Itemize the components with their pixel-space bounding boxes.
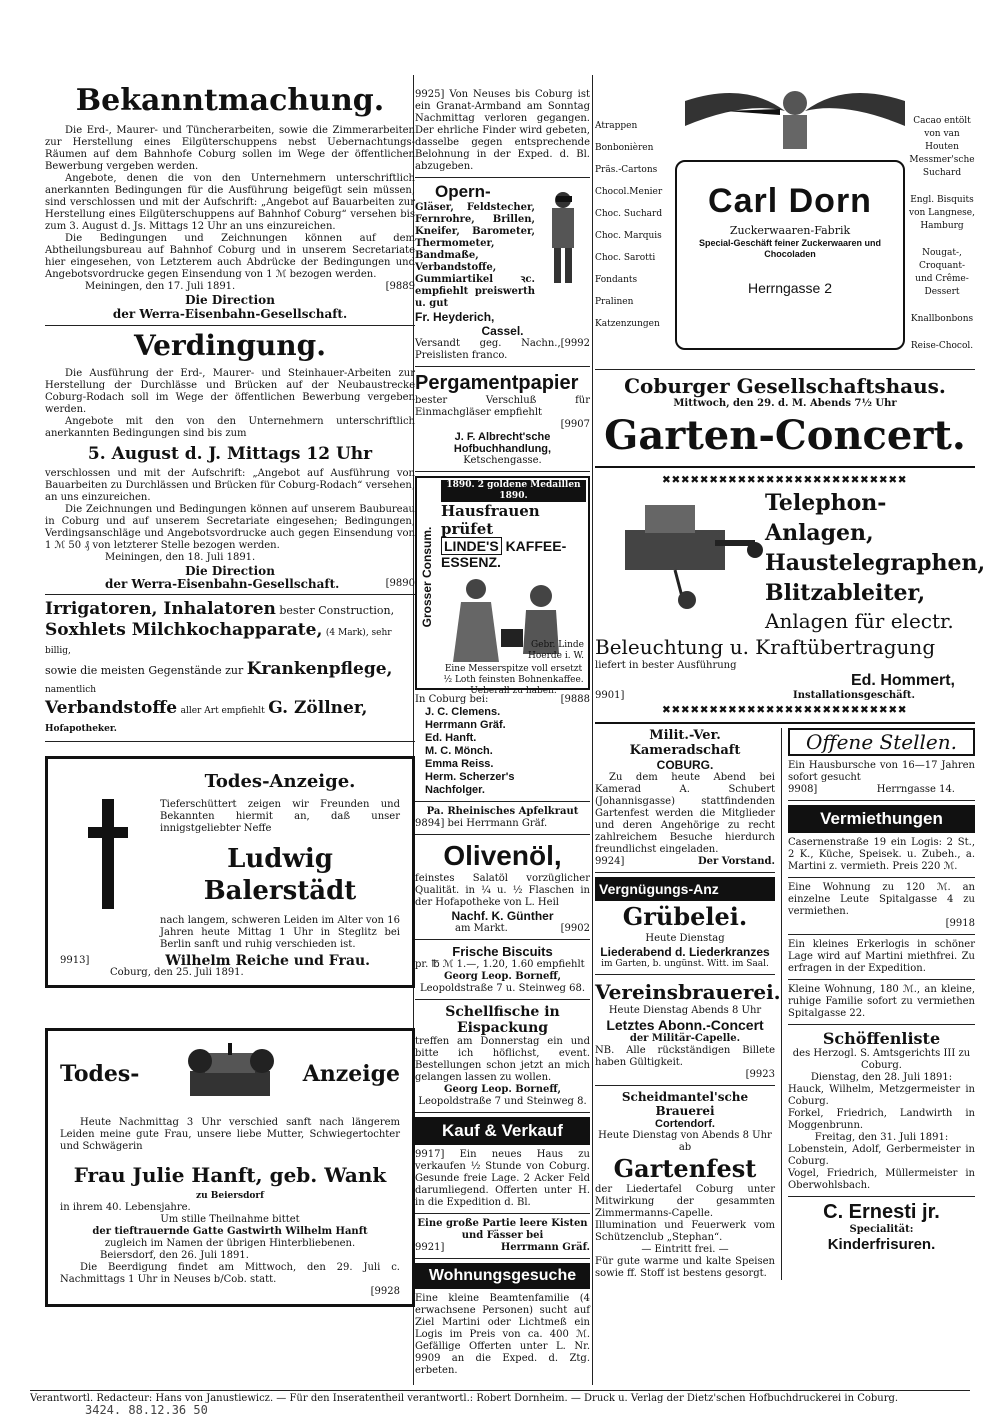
list-item: M. C. Mönch. xyxy=(425,745,493,757)
ad-title: Verdingung. xyxy=(134,329,326,362)
ad-date: Beiersdorf, den 26. Juli 1891. xyxy=(100,1250,249,1261)
ad-text: der tieftrauernde Gatte Gastwirth Wilhelm Hanft xyxy=(92,1226,368,1237)
list-item: Nougat-, Croquant- und Crême-Dessert xyxy=(915,248,969,297)
ad-footer xyxy=(415,1242,590,1254)
ad-text: Cortendorf. xyxy=(655,1118,715,1130)
ad-text: Hofapotheker. xyxy=(45,724,117,734)
ad-carl-dorn xyxy=(595,75,975,365)
ad-text: Heute Dienstag xyxy=(645,933,725,944)
ad-number: 9921] xyxy=(415,1242,445,1253)
ad-number: [9888 xyxy=(560,694,590,705)
people-image xyxy=(441,574,586,664)
divider xyxy=(788,877,975,878)
ad-date: Meiningen, den 17. Juli 1891. xyxy=(85,281,236,292)
ad-text: Die Beerdigung findet am Mittwoch, den 29. Juli c. Nachmittags 1 Uhr in Neuses b/Cob. statt. xyxy=(60,1262,400,1285)
ad-text: bester Construction, xyxy=(279,604,395,617)
list-item: Forkel, Friedrich, Landwirth in Moggenbrunn. xyxy=(787,1108,975,1131)
ad-text: sowie die meisten Gegenstände zur xyxy=(45,664,244,677)
ad-text: Die Ausführung der Erd-, Maurer- und Steinhauer-Arbeiten zur Herstellung der Durchlässe und Brücken auf der Neubaustrecke Coburg-Rodach soll im Wege der öffentlichen Bewerbung vergeben werden. xyxy=(45,368,415,415)
ad-brand-line xyxy=(441,538,586,570)
ad-firm: J. F. Albrecht'sche Hofbuchhandlung, xyxy=(453,431,552,455)
ad-heading: Opern- xyxy=(435,182,491,201)
ad-text: Leopoldstraße 7 und Steinweg 8. xyxy=(418,1096,587,1107)
ad-text: der Militär-Capelle. xyxy=(629,1033,741,1044)
divider xyxy=(788,979,975,980)
ad-text: nach langem, schweren Leiden im Alter von 16 Jahren heute Mittag 1 Uhr in Steglitz bei Berlin sanft und ruhig verschieden ist. xyxy=(160,915,400,950)
deceased-name: Frau Julie Hanft, geb. Wank xyxy=(73,1163,387,1187)
angel-icon xyxy=(685,81,905,151)
ad-number: [9902 xyxy=(560,923,590,934)
ad-text: verschlossen und mit der Aufschrift: „Angebot auf Ausführung von Bauarbeiten zu Durchlässen und Brücken für Coburg-Rodach“ versehen, an uns einzureichen. xyxy=(45,468,415,503)
ad-gruebelei xyxy=(595,901,775,970)
ad-heading: Anlagen für electr. xyxy=(765,609,954,633)
list-item: Katzenzungen xyxy=(595,319,660,329)
ad-signature: Der Vorstand. xyxy=(697,856,775,867)
ad-text: Ein kleines Erkerlogis in schöner Lage wird auf Martini miethfrei. Zu erfragen in der Expedition. xyxy=(787,939,975,974)
ad-heyderich xyxy=(415,182,590,362)
column-right xyxy=(595,75,986,1280)
decorative-border: ✖✖✖✖✖✖✖✖✖✖✖✖✖✖✖✖✖✖✖✖✖✖✖✖✖✖ xyxy=(662,702,908,718)
divider xyxy=(595,872,775,873)
ad-signature-line xyxy=(60,955,400,967)
ad-text: Special-Geschäft feiner Zuckerwaaren und Chocoladen xyxy=(698,238,882,259)
ad-heading: Hausfrauen prüfet xyxy=(441,502,540,538)
divider xyxy=(415,801,590,802)
person-with-binoculars-icon xyxy=(538,188,588,288)
ad-text: Gläser, Feldstecher, Fernrohre, Brillen, Kneifer, Barometer, Thermometer, Bandmaße, Verbandstoffe, Gummiartikel ꝛc. empfiehlt preiswerth u. gut xyxy=(415,202,535,309)
ad-text: am Markt. xyxy=(455,923,508,934)
section-banner: Vermiethungen xyxy=(788,805,975,833)
divider xyxy=(415,999,590,1000)
ad-text: — Eintritt frei. — xyxy=(641,1244,729,1255)
ad-heading: Grübelei. xyxy=(622,902,748,931)
list-item: Pralinen xyxy=(595,297,634,307)
ad-text: Ein Hausbursche von 16—17 Jahren sofort gesucht xyxy=(787,760,975,783)
ad-big-title: Garten-Concert. xyxy=(604,412,966,459)
ad-date: Coburg, den 25. Juli 1891. xyxy=(110,967,244,978)
ad-heading: Krankenpflege, xyxy=(246,659,393,679)
dorn-right-list xyxy=(909,115,975,353)
ad-text: COBURG. xyxy=(656,758,714,772)
list-item: Choc. Marquis xyxy=(595,231,662,241)
list-item: Herrmann Gräf. xyxy=(425,719,506,731)
list-item: J. C. Clemens. xyxy=(425,706,501,718)
ad-text: Um stille Theilnahme bittet xyxy=(160,1214,300,1225)
ad-schoeffenliste xyxy=(788,1029,975,1192)
ad-biscuits xyxy=(415,944,590,995)
ad-text: 9917] Ein neues Haus zu verkaufen ½ Stunde von Coburg. Gesunde freie Lage. 2 Acker Feld darumliegend. Offerten unter H. in die Expedition d. Bl. xyxy=(415,1149,590,1208)
ad-firm: G. Zöllner, xyxy=(268,698,368,718)
ad-signature: der Werra-Eisenbahn-Gesellschaft. xyxy=(112,307,348,321)
ad-signature: Die Direction xyxy=(185,564,275,578)
divider xyxy=(415,177,590,178)
ad-text: Heute Dienstag Abends 8 Uhr xyxy=(608,1005,762,1016)
ad-kauf-verkauf xyxy=(415,1117,590,1254)
ad-text: In Coburg bei: xyxy=(415,694,489,705)
ad-text: NB. Alle rückständigen Billete haben Gültigkeit. xyxy=(595,1045,775,1068)
ad-vermiethungen xyxy=(788,805,975,1020)
ad-heading: Telephon-Anlagen, xyxy=(765,490,887,546)
ad-vereinsbrauerei xyxy=(595,979,781,1081)
ad-address: Herrngasse 2 xyxy=(747,280,833,296)
ad-signature: der Werra-Eisenbahn-Gesellschaft. xyxy=(105,577,340,591)
handwritten-note: 3424. 88.12.36 50 xyxy=(85,1403,208,1417)
list-item: Nachfolger. xyxy=(425,784,485,796)
list-item: Cacao entölt von van Houten Messmer'sche Suchard xyxy=(909,116,975,178)
ad-text: der Liedertafel Coburg unter Mitwirkung der gesammten Zimmermanns-Capelle. Illumination und Feuerwerk vom Schützenclub „Stephan“. xyxy=(595,1184,775,1243)
divider xyxy=(415,1213,590,1214)
list-item: Engl. Bisquits von Langnese, Hamburg xyxy=(909,195,975,231)
firm-name: Carl Dorn xyxy=(708,182,872,220)
divider xyxy=(595,974,775,975)
ad-number: [9923 xyxy=(745,1069,775,1080)
divider xyxy=(415,471,590,472)
section-banner: Vergnügungs-Anz xyxy=(595,877,775,901)
ad-text: Heute Dienstag von Abends 8 Uhr ab xyxy=(598,1130,772,1153)
ad-linde-sellers xyxy=(415,694,590,797)
ad-text: Liederabend d. Liederkranzes xyxy=(600,945,770,959)
ad-number: 9901] xyxy=(595,690,625,701)
ad-text: Die Erd-, Maurer- und Tüncherarbeiten, sowie die Zimmerarbeiten zur Herstellung eines Eilgüterschuppens nebst Uebernachtungs-Räumen auf dem Bahnhofe Coburg sollen im Wege der öffentlichen Bewerbung vergeben werden. xyxy=(45,125,415,172)
ad-text: liefert in bester Ausführung xyxy=(595,660,737,671)
ad-number: 9913] xyxy=(60,955,90,966)
divider xyxy=(45,741,415,742)
list-item: Vogel, Friedrich, Müllermeister in Oberwohlsbach. xyxy=(787,1168,975,1191)
divider xyxy=(595,369,975,370)
ad-scheidmantel xyxy=(595,1090,775,1280)
ad-heading: Schellfische in Eispackung xyxy=(445,1004,560,1036)
ad-text: bester Verschluß für Einmachgläser empfiehlt xyxy=(415,395,590,418)
ad-heading: Pergamentpapier xyxy=(415,372,579,394)
ad-text: zugleich im Namen der übrigen Hinterbliebenen. xyxy=(104,1238,356,1249)
ad-side-label: Grosser Consum. xyxy=(420,526,434,628)
ad-firm: Georg Leop. Borneff, xyxy=(443,971,562,982)
list-item: Präs.-Cartons xyxy=(595,165,658,175)
section-banner: Wohnungsgesuche xyxy=(415,1263,590,1289)
ad-text: Mittwoch, den 29. d. M. Abends 7½ Uhr xyxy=(673,398,897,409)
ad-text: pr. ℔ ℳ 1.—, 1.20, 1.60 empfiehlt xyxy=(415,959,585,970)
ad-text: des Herzogl. S. Amtsgerichts III zu Coburg. xyxy=(792,1048,971,1071)
ad-apfelkraut xyxy=(415,806,590,830)
ad-text: Eine kleine Beamtenfamilie (4 erwachsene Personen) sucht auf Ziel Martini oder Lichtmeß ein Logis im Preis von ca. 400 ℳ. Gefällige Offerten unter L. Nr. 9909 an die Exped. d. Ztg. erbeten. xyxy=(415,1293,590,1376)
ad-text: Angebote, denen die von den Unternehmern unterschriftlich anerkannten Bedingungen für die Ausführung beigefügt sein müssen, sind verschlossen und mit der Aufschrift: „Angebot auf Bauarbeiten zur Herstellung eines Eilgüterschuppens auf Bahnhof Coburg“ versehen bis zum 3. August d. Js. Mittags 12 Uhr an uns einzureichen. xyxy=(45,173,415,232)
ad-text: Die Zeichnungen und Bedingungen können auf unserem Baubureau in Coburg und auf unserem Secretariate eingesehen; Bedingungen, Verdingsanschläge und Angebotsvordrucke auch gegen Einsendung von 1 ℳ 50 ₰ von letzterer Stelle bezogen werden. xyxy=(45,504,415,551)
ad-dateline xyxy=(45,281,415,293)
ad-date: Dienstag, den 28. Juli 1891: xyxy=(810,1072,953,1083)
ad-text: Ketschengasse. xyxy=(463,455,542,466)
list-item: Choc. Sarotti xyxy=(595,253,656,263)
seller-list xyxy=(415,706,590,797)
dorn-left-list xyxy=(595,115,665,335)
ad-date: Meiningen, den 18. Juli 1891. xyxy=(105,552,256,563)
ad-text: Casernenstraße 19 ein Logis: 2 St., 2 K., Küche, Speisek. u. Zubeh., a. Martini z. vermieth. Preis 220 ℳ. xyxy=(787,837,975,872)
grave-image xyxy=(170,1041,290,1101)
ad-heading: Blitzableiter, xyxy=(765,580,926,606)
subcolumn-a xyxy=(595,728,781,1280)
column-rule xyxy=(592,75,593,1385)
ad-number: [9907 xyxy=(560,419,590,430)
ad-todesanzeige-2 xyxy=(45,1028,415,1307)
ad-todesanzeige-1 xyxy=(45,756,415,988)
ad-title: Anzeige xyxy=(302,1061,400,1087)
list-item: Atrappen xyxy=(595,121,638,131)
angel-trumpet-image xyxy=(685,81,905,151)
telephone-icon xyxy=(605,500,765,610)
ad-text: 1890. 2 goldene Medaillen 1890. xyxy=(441,480,586,502)
ad-signature-line xyxy=(45,578,415,590)
ad-footer xyxy=(595,856,775,868)
ad-text: Tieferschüttert zeigen wir Freunden und Bekannten hiermit an, daß unser innigstgeliebter Neffe xyxy=(160,799,400,834)
ad-olivenoel xyxy=(415,839,590,935)
ad-telephon xyxy=(595,472,986,718)
ad-number: 9908] xyxy=(787,784,818,795)
ad-firm: Ed. Hommert, xyxy=(850,672,955,689)
deceased-name: Ludwig Balerstädt xyxy=(203,844,357,906)
list-item: Lobenstein, Adolf, Gerbermeister in Coburg. xyxy=(787,1144,975,1167)
divider xyxy=(415,1112,590,1113)
ad-heading: Offene Stellen. xyxy=(788,728,975,756)
ad-text: Installationsgeschäft. xyxy=(793,690,915,701)
firm-name: C. Ernesti jr. xyxy=(823,1201,940,1223)
ad-number: 9924] xyxy=(595,856,625,867)
divider xyxy=(45,594,415,595)
divider xyxy=(595,722,975,724)
ad-offene-stellen xyxy=(788,728,975,796)
ad-number: [9890 xyxy=(385,578,415,589)
ad-text: Die Bedingungen und Zeichnungen können auf dem Abtheilungsbureau auf Bahnhof Coburg und in unserem Secretariate hier eingesehen, von Letzterem auch Abdrücke der Bedingungen und Angebotsvordrucke gegen Einsendung von 1 ℳ bezogen werden. xyxy=(45,233,415,280)
ad-heading: Milit.-Ver. Kameradschaft xyxy=(629,728,741,758)
ad-text: Cassel. xyxy=(481,324,524,338)
ad-text: zu Beiersdorf xyxy=(196,1191,264,1201)
divider xyxy=(415,1258,590,1259)
ad-text: Kinderfrisuren. xyxy=(827,1236,936,1253)
ad-milit-verein xyxy=(595,728,775,868)
ad-big-title: Gartenfest xyxy=(613,1154,757,1183)
ad-text: Specialität: xyxy=(849,1224,914,1235)
list-item: Knallbonbons xyxy=(910,314,974,324)
ad-heading: Frische Biscuits xyxy=(452,944,553,959)
ad-signature: Die Direction xyxy=(185,293,275,307)
ad-address: Herrngasse 14. xyxy=(876,784,955,795)
ad-heading: Coburger Gesellschaftshaus. xyxy=(624,374,946,398)
ad-heading: KAFFEE-ESSENZ. xyxy=(441,538,567,570)
ad-text: in ihrem 40. Lebensjahre. xyxy=(60,1202,191,1213)
list-item: Herm. Scherzer's xyxy=(425,771,515,783)
ad-text: feinstes Salatöl vorzüglicher Qualität. in ¼ u. ½ Flaschen in der Hofapotheke von L. Heil xyxy=(415,873,590,908)
ad-heading: Soxhlets Milchkochapparate, xyxy=(45,620,323,640)
ad-heading: Scheidmantel'sche Brauerei xyxy=(621,1090,749,1118)
ad-text: Versandt geg. Nachn., Preislisten franco. xyxy=(415,338,561,361)
subcolumn-b xyxy=(788,728,975,1280)
ad-pergament xyxy=(415,371,590,467)
newspaper-page xyxy=(30,75,986,1385)
ad-title: Bekanntmachung. xyxy=(75,83,385,118)
column-left xyxy=(45,75,415,1307)
ad-title: Todes- xyxy=(60,1061,140,1087)
ad-footer xyxy=(595,690,975,702)
ad-number: [9889 xyxy=(385,281,415,292)
ad-heading: Verbandstoffe xyxy=(45,698,178,718)
ad-text: (4 Mark), sehr billig, xyxy=(45,628,392,656)
ad-heading: Irrigatoren, Inhalatoren xyxy=(45,599,276,619)
brand-name: LINDE'S xyxy=(441,537,502,555)
ad-signature: Wilhelm Reiche und Frau. xyxy=(165,953,370,969)
ad-title: Todes-Anzeige. xyxy=(204,771,356,792)
divider xyxy=(788,934,975,935)
divider xyxy=(415,939,590,940)
tomb-icon xyxy=(170,1041,290,1101)
list-item: Chocol.Menier xyxy=(595,187,663,197)
dorn-scroll xyxy=(675,160,905,350)
ad-date: Freitag, den 31. Juli 1891: xyxy=(814,1132,949,1143)
ad-text: Zuckerwaaren-Fabrik xyxy=(729,224,851,237)
column-middle xyxy=(415,75,590,1377)
ad-deadline: 5. August d. J. Mittags 12 Uhr xyxy=(87,444,373,464)
ad-text: Eine Wohnung zu 120 ℳ. an einzelne Leute Spitalgasse 4 zu vermiethen. xyxy=(787,882,975,917)
ad-heading: Schöffenliste xyxy=(822,1029,941,1048)
ad-text: Eine große Partie leere Kisten und Fässer bei xyxy=(417,1218,588,1241)
ad-footer xyxy=(415,338,590,362)
divider xyxy=(595,466,975,468)
list-item: Hauck, Wilhelm, Metzgermeister in Coburg. xyxy=(787,1084,975,1107)
ad-wohnungsgesuche xyxy=(415,1263,590,1377)
ad-text: Heute Nachmittag 3 Uhr verschied sanft nach längerem Leiden meine gute Frau, unsere liebe Mutter, Schwiegertochter und Schwägerin xyxy=(60,1117,400,1152)
ad-heading: Beleuchtung u. Kraftübertragung xyxy=(595,635,936,659)
ad-text: 9894] bei Herrmann Gräf. xyxy=(415,818,548,829)
list-item: Reise-Chocol. xyxy=(910,341,974,351)
divider xyxy=(788,1024,975,1025)
divider xyxy=(45,325,415,326)
ad-heading: Olivenöl, xyxy=(443,840,562,871)
ad-text: Leopoldstraße 7 u. Steinweg 68. xyxy=(420,983,585,994)
ad-text: im Garten, b. ungünst. Witt. im Saal. xyxy=(601,959,769,969)
ad-number: [9992 xyxy=(560,338,590,349)
divider xyxy=(415,366,590,367)
list-item: Bonbonièren xyxy=(595,143,654,153)
ad-bekanntmachung xyxy=(45,75,415,321)
ad-text: Eine Messerspitze voll ersetzt ½ Loth feinsten Bohnenkaffee. Ueberall zu haben. xyxy=(443,664,584,696)
ad-ernesti xyxy=(788,1201,975,1253)
ad-text: Gebr. Linde Hoerde i. W. xyxy=(528,640,584,661)
ad-number: [9928 xyxy=(370,1286,400,1297)
ad-text: aller Art empfiehlt xyxy=(180,706,265,716)
ad-heading: Vereinsbrauerei. xyxy=(595,980,781,1004)
ad-zoellner xyxy=(45,599,415,737)
list-item: Fondants xyxy=(595,275,638,285)
decorative-border: ✖✖✖✖✖✖✖✖✖✖✖✖✖✖✖✖✖✖✖✖✖✖✖✖✖✖ xyxy=(662,472,908,488)
right-subcolumns xyxy=(595,728,975,1280)
list-item: Ed. Hanft. xyxy=(425,732,477,744)
list-item: Choc. Suchard xyxy=(595,209,663,219)
imprint-footer: Verantwortl. Redacteur: Hans von Janustiewicz. — Für den Inseratentheil verantwortl.: Robert Dornheim. — Druck u. Verlag der Dietz'schen Hofbuchdruckerei in Coburg. xyxy=(30,1390,970,1404)
column-rule xyxy=(781,728,782,1280)
ad-firm: Georg Leop. Borneff, xyxy=(443,1084,562,1095)
ad-number: [9918 xyxy=(945,918,975,929)
ad-footer xyxy=(415,923,590,935)
ad-footer xyxy=(788,784,975,796)
cross-icon xyxy=(88,799,128,909)
ad-gesellschaftshaus xyxy=(595,374,975,462)
divider xyxy=(415,834,590,835)
ad-schellfische xyxy=(415,1004,590,1108)
divider xyxy=(788,800,975,801)
ad-firm: Fr. Heyderich, xyxy=(415,310,495,324)
ad-verdingung xyxy=(45,330,415,590)
telephone-image xyxy=(605,500,765,610)
ad-big-title: Letztes Abonn.-Concert xyxy=(606,1017,764,1033)
ad-linde xyxy=(415,476,590,696)
list-item: Emma Reiss. xyxy=(425,758,494,770)
man-figure-image xyxy=(538,188,588,288)
section-banner: Kauf & Verkauf xyxy=(415,1117,590,1145)
ad-text: Pa. Rheinisches Apfelkraut xyxy=(426,806,579,817)
ad-text: namentlich xyxy=(45,685,97,695)
ad-text: Für gute warme und kalte Speisen sowie ff. Stoff ist bestens gesorgt. xyxy=(595,1256,775,1279)
ad-text: treffen am Donnerstag ein und bitte ich höflichst, event. Bestellungen schon jetzt an mich gelangen lassen zu wollen. xyxy=(415,1036,590,1083)
ad-text: Kleine Wohnung, 180 ℳ., an kleine, ruhige Familie sofort zu vermiethen Spitalgasse 22. xyxy=(787,984,975,1019)
ad-lost-bracelet: 9925] Von Neuses bis Coburg ist ein Granat-Armband am Sonntag Nachmittag verloren gegangen. Der ehrliche Finder wird gebeten, dasselbe gegen entsprechende Belohnung in der Exped. d. Bl. abzugeben. xyxy=(415,89,590,172)
ad-heading: Haustelegraphen, xyxy=(765,550,986,576)
divider xyxy=(595,1085,775,1086)
ad-text: Angebote mit den von den Unternehmern unterschriftlich anerkannten Bedingungen sind bis zum xyxy=(45,416,415,439)
ad-firm: Nachf. K. Günther xyxy=(451,909,554,923)
divider xyxy=(788,1196,975,1197)
ad-firm: Herrmann Gräf. xyxy=(500,1242,590,1253)
ad-text: Zu dem heute Abend bei Kamerad A. Schubert (Johannisgasse) stattfindenden Gartenfest werden die Mitglieder und deren Angehörige zu recht zahlreichem Besuche hierdurch freundlichst eingeladen. xyxy=(595,772,775,855)
